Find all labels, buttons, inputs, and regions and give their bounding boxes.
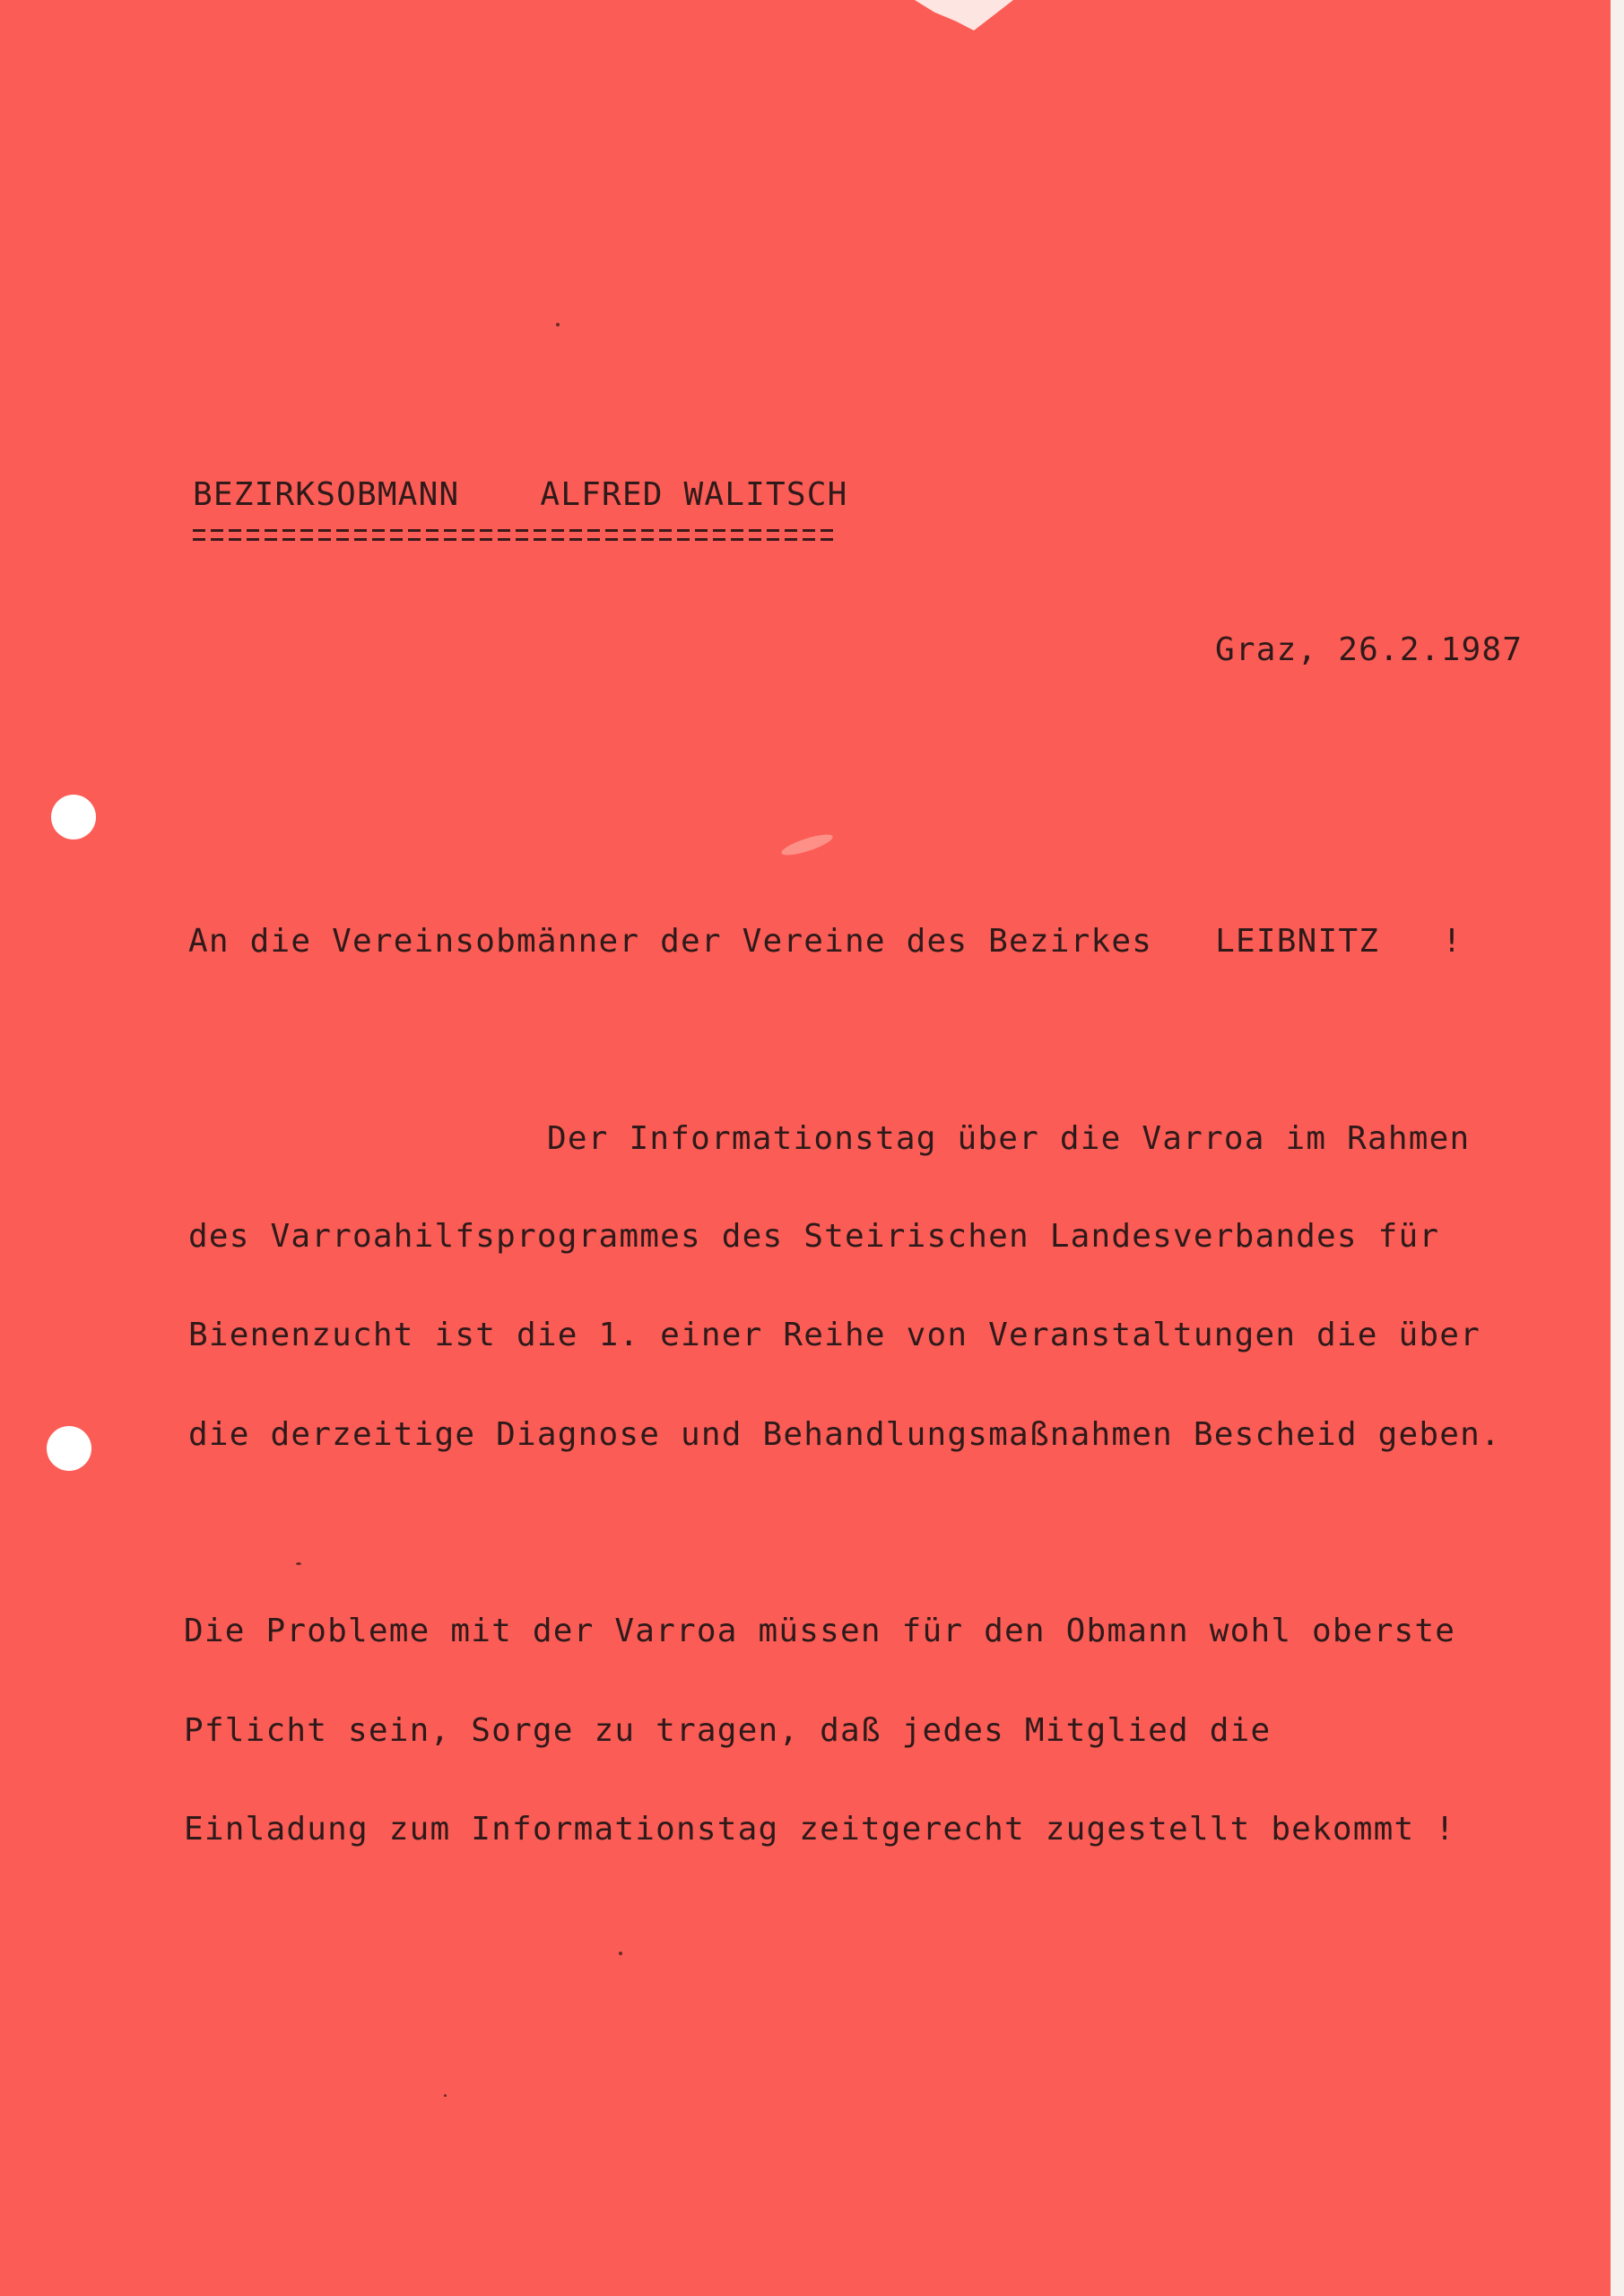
punch-hole-top: [51, 795, 96, 839]
paragraph-2-line-2: Pflicht sein, Sorge zu tragen, daß jedes Mitglied die: [184, 1712, 1272, 1749]
sender-name: ALFRED WALITSCH: [540, 476, 848, 513]
paragraph-1-line-2: des Varroahilfsprogrammes des Steirischen Landesverbandes für: [188, 1218, 1440, 1255]
recipient-line: [188, 922, 1463, 961]
paragraph-2-line-1: Die Probleme mit der Varroa müssen für den Obmann wohl oberste: [184, 1613, 1456, 1649]
sender-title: BEZIRKSOBMANN: [193, 476, 460, 513]
paragraph-2-line-3: Einladung zum Informationstag zeitgerecht zugestellt bekommt !: [184, 1811, 1456, 1848]
paragraph-1-line-4: die derzeitige Diagnose und Behandlungsmaßnahmen Bescheid geben.: [188, 1416, 1501, 1453]
district-name: LEIBNITZ: [1215, 923, 1380, 960]
paper-speck: [296, 1562, 301, 1565]
paragraph-1-line-3: Bienenzucht ist die 1. einer Reihe von Veranstaltungen die über: [188, 1317, 1481, 1353]
date-line: Graz, 26.2.1987: [1215, 631, 1524, 668]
recipient-text: An die Vereinsobmänner der Vereine des Bezirkes: [188, 923, 1153, 960]
paper-smudge: [779, 831, 834, 859]
double-underline: [193, 529, 834, 549]
paper-speck: [556, 323, 560, 326]
paper-speck: [444, 2094, 447, 2097]
scan-margin: [1611, 0, 1624, 2296]
punch-hole-bottom: [47, 1426, 91, 1471]
torn-corner: [915, 0, 1013, 30]
paragraph-1-line-1: Der Informationstag über die Varroa im Rahmen: [547, 1120, 1471, 1157]
sender-heading: [193, 475, 847, 515]
recipient-exclamation: !: [1442, 923, 1463, 960]
paper-speck: [619, 1952, 622, 1955]
